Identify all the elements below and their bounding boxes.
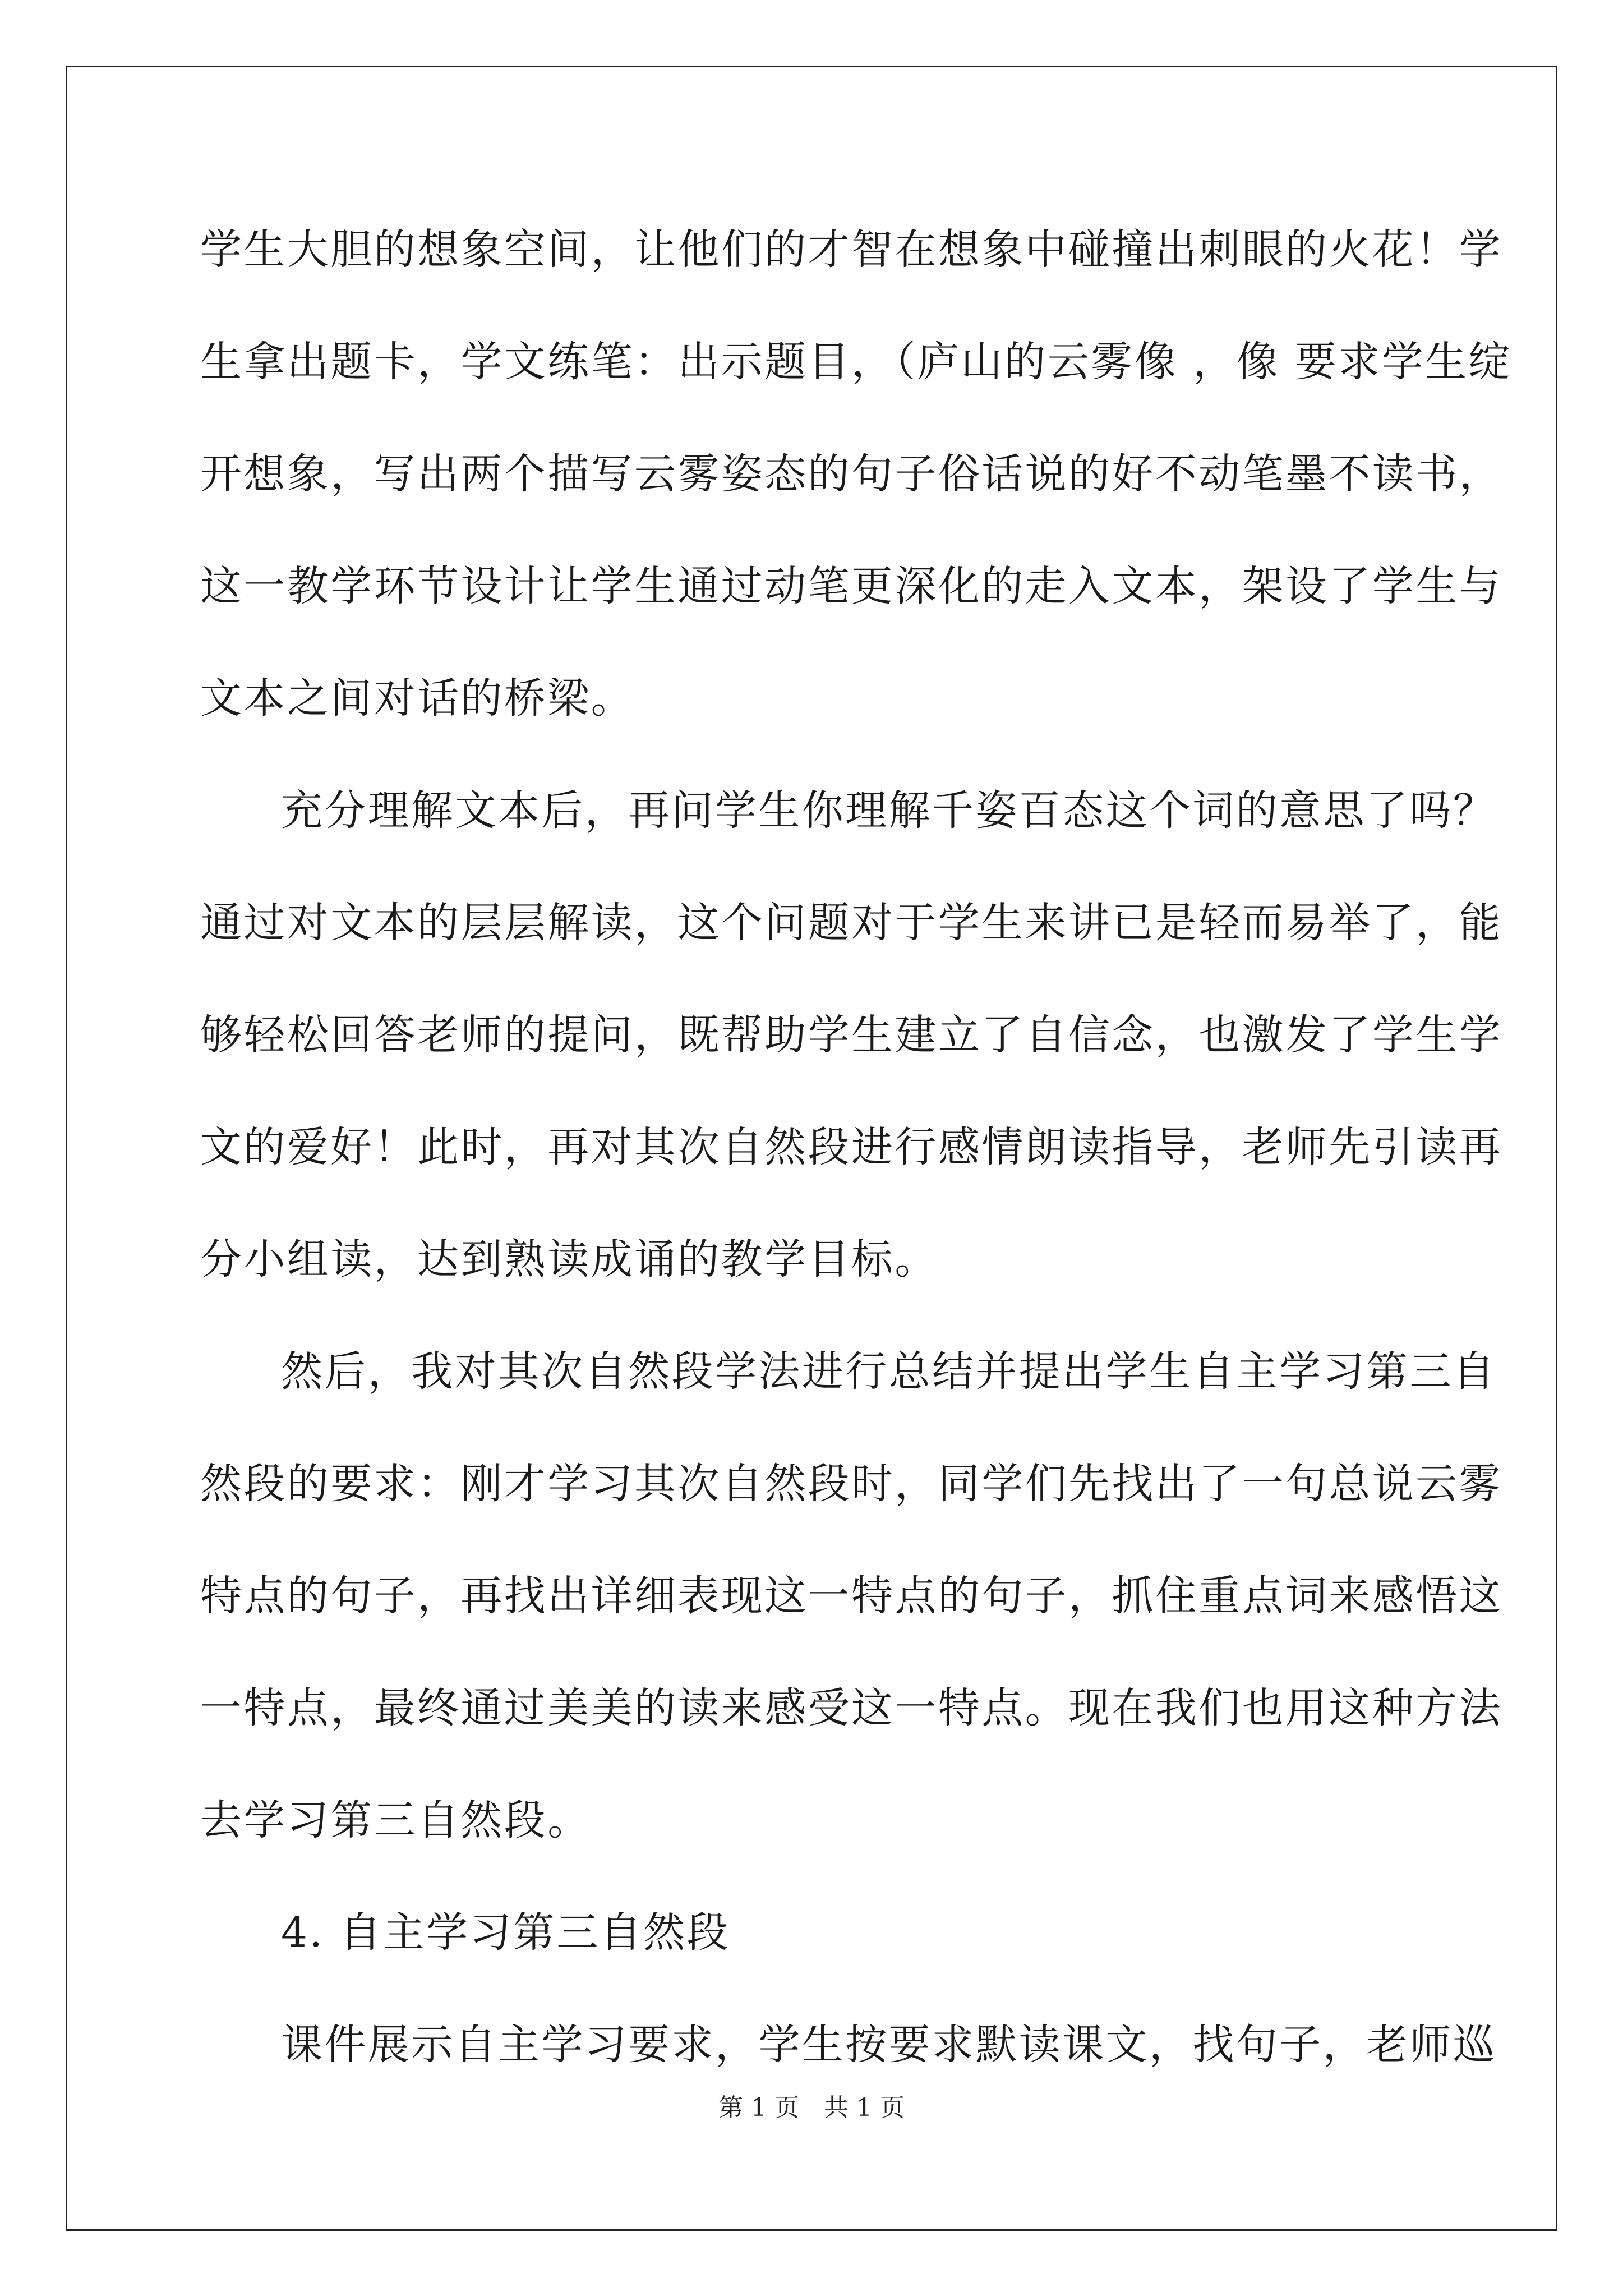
text-line: 这一教学环节设计让学生通过动笔更深化的走入文本，架设了学生与 <box>200 562 1502 610</box>
text-line: 学生大胆的想象空间，让他们的才智在想象中碰撞出刺眼的火花！学 <box>200 226 1502 274</box>
paragraph-first-line: 然后，我对其次自然段学法进行总结并提出学生自主学习第三自 <box>281 1347 1497 1396</box>
text-line: 特点的句子，再找出详细表现这一特点的句子，抓住重点词来感悟这 <box>200 1572 1502 1620</box>
section-heading: 4. 自主学习第三自然段 <box>281 1908 730 1957</box>
text-line: 然段的要求：刚才学习其次自然段时，同学们先找出了一句总说云雾 <box>200 1460 1502 1508</box>
text-line: 文的爱好！此时，再对其次自然段进行感情朗读指导，老师先引读再 <box>200 1123 1502 1171</box>
page-number: 第 1 页 共 1 页 <box>718 2093 905 2122</box>
text-line: 够轻松回答老师的提问，既帮助学生建立了自信念，也激发了学生学 <box>200 1011 1502 1059</box>
paragraph-first-line: 充分理解文本后，再问学生你理解千姿百态这个词的意思了吗？ <box>281 786 1497 835</box>
text-line: 通过对文本的层层解读，这个问题对于学生来讲已是轻而易举了，能 <box>200 899 1502 947</box>
text-line: 文本之间对话的桥梁。 <box>200 674 634 723</box>
text-line: 分小组读，达到熟读成诵的教学目标。 <box>200 1235 938 1283</box>
text-line: 生拿出题卡，学文练笔：出示题目，（庐山的云雾像 ，像 要求学生绽 <box>200 338 1512 386</box>
paragraph-first-line: 课件展示自主学习要求，学生按要求默读课文，找句子，老师巡 <box>281 2021 1497 2069</box>
text-line: 去学习第三自然段。 <box>200 1796 591 1844</box>
text-line: 一特点，最终通过美美的读来感受这一特点。现在我们也用这种方法 <box>200 1684 1502 1732</box>
text-line: 开想象，写出两个描写云雾姿态的句子俗话说的好不动笔墨不读书， <box>200 450 1502 498</box>
